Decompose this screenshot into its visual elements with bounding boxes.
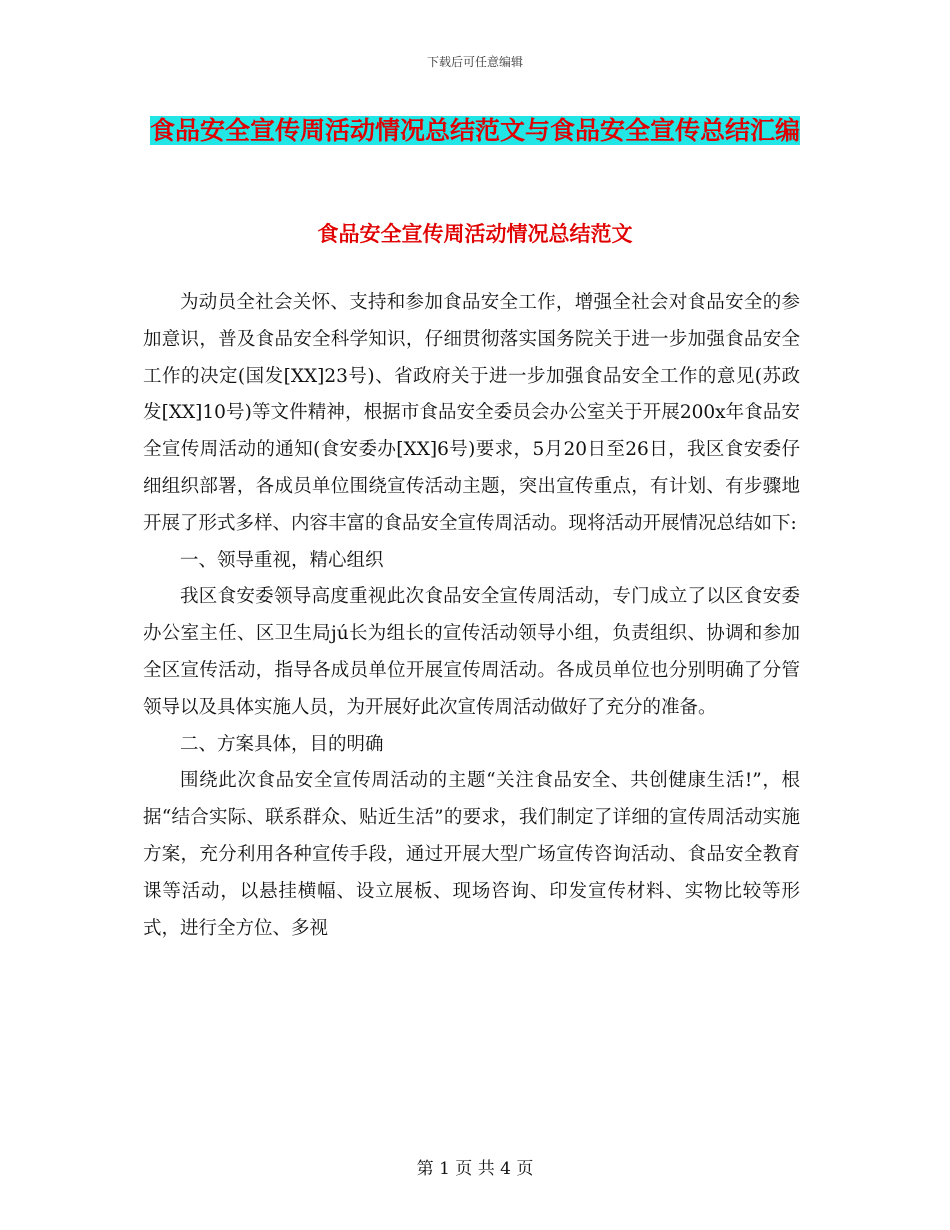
document-title — [140, 108, 810, 154]
paragraph-leadership: 我区食安委领导高度重视此次食品安全宣传周活动，专门成立了以区食安委办公室主任、区卫生局jú长为组长的宣传活动领导小组，负责组织、协调和参加全区宣传活动，指导各成员单位开展宣传周活动。各成员单位也分别明确了分管领导以及具体实施人员，为开展好此次宣传周活动做好了充分的准备。 — [143, 586, 800, 718]
paragraph-plan: 围绕此次食品安全宣传周活动的主题“关注食品安全、共创健康生活!”，根据“结合实际、联系群众、贴近生活”的要求，我们制定了详细的宣传周活动实施方案，充分利用各种宣传手段，通过开展大型广场宣传咨询活动、食品安全教育课等活动，以悬挂横幅、设立展板、现场咨询、印发宣传材料、实物比较等形式，进行全方位、多视 — [143, 770, 800, 939]
paragraph-intro: 为动员全社会关怀、支持和参加食品安全工作，增强全社会对食品安全的参加意识，普及食品安全科学知识，仔细贯彻落实国务院关于进一步加强食品安全工作的决定(国发[XX]23号)、省政府关于进一步加强食品安全工作的意见(苏政发[XX]10号)等文件精神，根据市食品安全委员会办公室关于开展200x年食品安全宣传周活动的通知(食安委办[XX]6号)要求，5月20日至26日，我区食安委仔细组织部署，各成员单位围绕宣传活动主题，突出宣传重点，有计划、有步骤地开展了形式多样、内容丰富的食品安全宣传周活动。现将活动开展情况总结如下: — [143, 292, 800, 534]
heading-plan: 二、方案具体，目的明确 — [180, 733, 384, 755]
document-title-text: 食品安全宣传周活动情况总结范文与食品安全宣传总结汇编 — [149, 116, 800, 145]
section-title: 食品安全宣传周活动情况总结范文 — [317, 222, 633, 246]
page-header-note: 下载后可任意编辑 — [426, 55, 523, 69]
document-body — [143, 285, 800, 947]
page-footer: 第 1 页 共 4 页 — [416, 1159, 534, 1179]
heading-leadership: 一、领导重视，精心组织 — [180, 549, 384, 571]
